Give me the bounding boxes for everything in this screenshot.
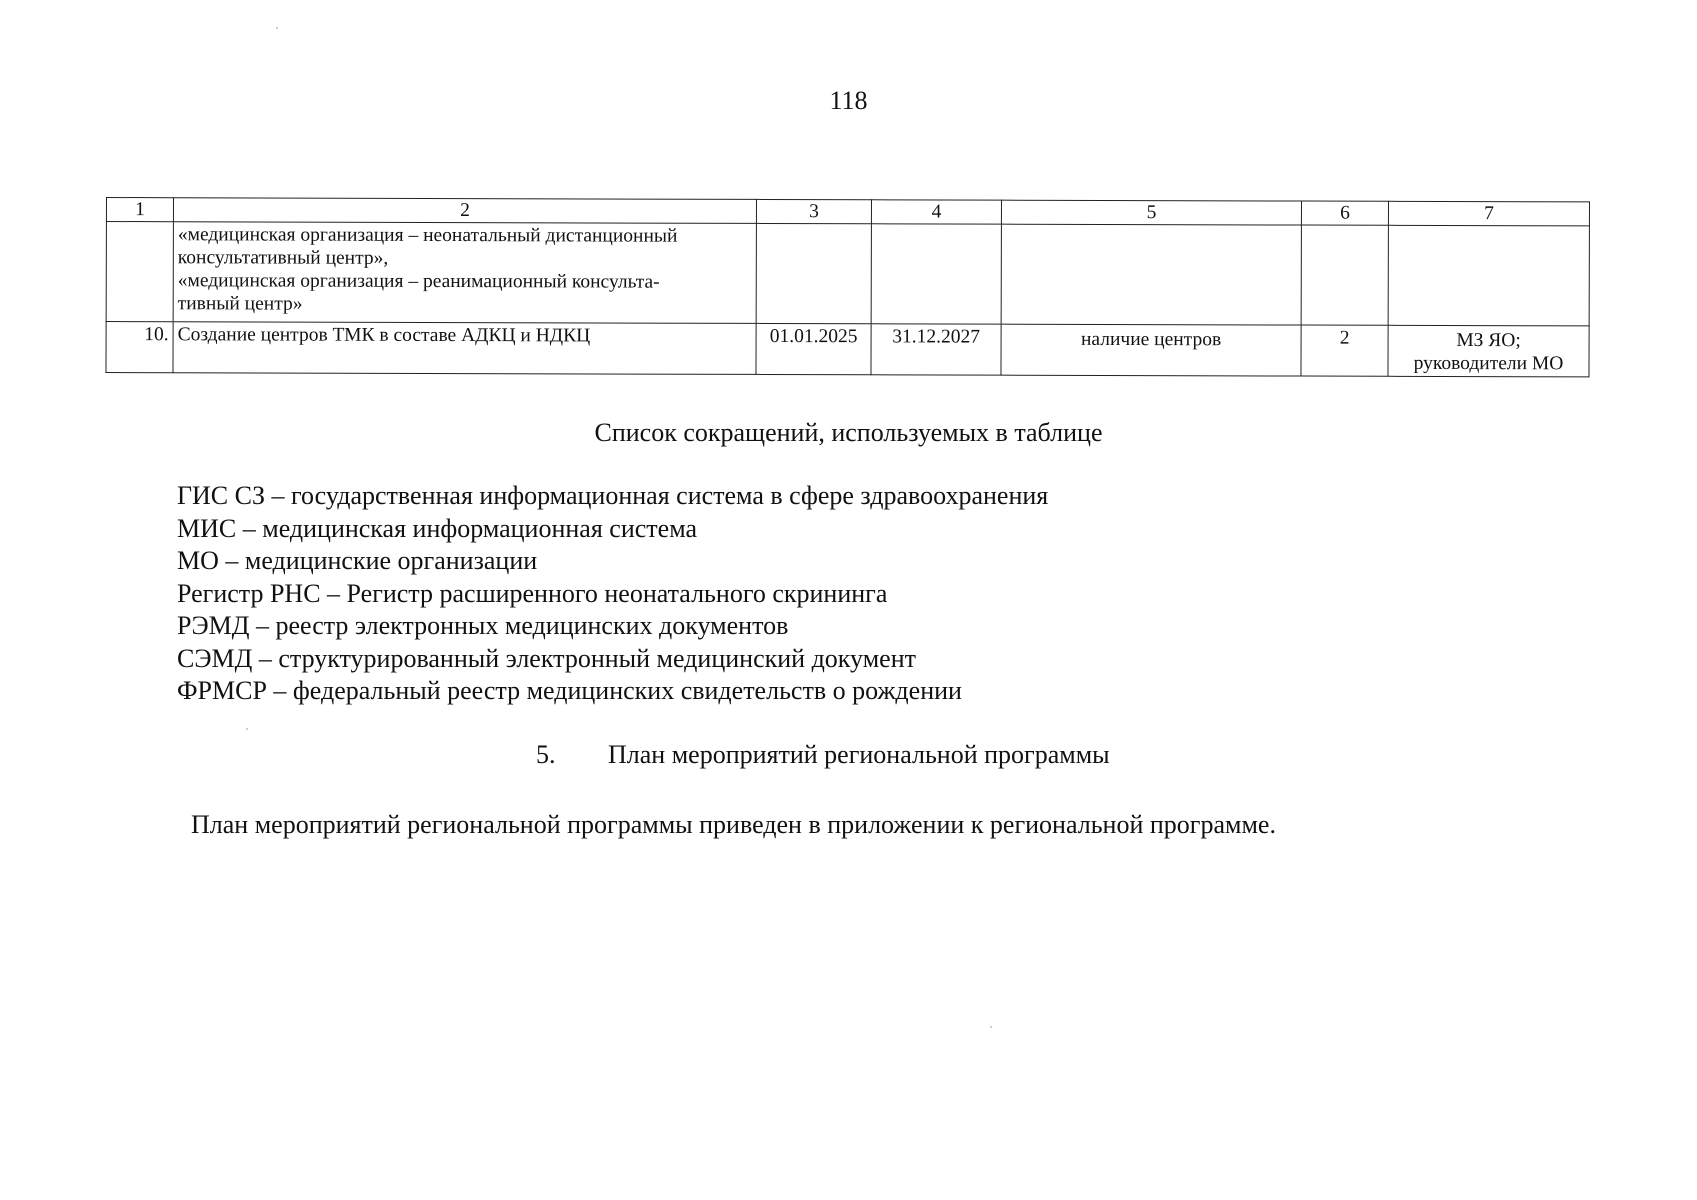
abbreviation-item: Регистр РНС – Регистр расширенного неонатального скрининга: [177, 578, 888, 608]
cell-text-line: руководители МО: [1413, 352, 1564, 375]
row-number-cell: 10.: [106, 322, 173, 373]
indicator-cell: [1001, 224, 1301, 325]
section-title: План мероприятий региональной программы: [608, 740, 1110, 769]
scan-speck: [246, 728, 248, 730]
abbreviation-item: СЭМД – структурированный электронный медицинский документ: [177, 643, 916, 673]
section-paragraph: План мероприятий региональной программы приведен в приложении к региональной программе.: [191, 810, 1276, 839]
abbreviation-item: ГИС СЗ – государственная информационная система в сфере здравоохранения: [177, 481, 1049, 510]
header-cell: 1: [106, 198, 173, 222]
header-cell: 7: [1388, 201, 1589, 226]
table-row: [106, 322, 1589, 377]
value-cell: [1301, 225, 1388, 325]
measures-table-wrapper: [105, 197, 1589, 377]
cell-text-line: МЗ ЯО;: [1456, 330, 1521, 352]
end-date-cell: [871, 224, 1001, 324]
table-row: [106, 222, 1589, 326]
header-cell: 3: [756, 199, 871, 223]
measure-name-cell: [173, 322, 756, 375]
end-date-cell: 31.12.2027: [871, 324, 1001, 375]
measure-name-cell: [173, 222, 756, 324]
section-number: 5.: [536, 740, 556, 769]
abbreviation-item: МИС – медицинская информационная система: [177, 513, 698, 543]
cell-text-line: «медицинская организация – реанимационный консульта-: [177, 270, 660, 293]
scan-speck: [990, 1026, 992, 1028]
header-cell: 5: [1001, 200, 1301, 225]
cell-text-line: Создание центров ТМК в составе АДКЦ и НДКЦ: [177, 324, 591, 347]
cell-text-line: консультативный центр»,: [177, 247, 389, 269]
abbreviation-item: РЭМД – реестр электронных медицинских документов: [177, 611, 789, 640]
responsible-cell: [1388, 325, 1589, 377]
indicator-cell: наличие центров: [1001, 324, 1301, 376]
header-cell: 6: [1301, 201, 1388, 225]
cell-text-line: «медицинская организация – неонатальный дистанционный: [177, 224, 678, 247]
header-cell: 2: [173, 198, 756, 224]
value-cell: 2: [1301, 325, 1388, 376]
abbreviations-title: Список сокращений, используемых в таблице: [594, 418, 1103, 447]
cell-text-line: тивный центр»: [177, 293, 303, 315]
page-number: 118: [829, 86, 868, 115]
start-date-cell: 01.01.2025: [756, 323, 871, 374]
section-heading: [536, 740, 1110, 770]
abbreviation-item: ФРМСР – федеральный реестр медицинских свидетельств о рождении: [177, 676, 962, 705]
abbreviation-item: МО – медицинские организации: [177, 546, 538, 575]
scan-speck: [276, 27, 278, 29]
measures-table: [105, 197, 1590, 377]
abbreviations-list: [177, 480, 1048, 708]
responsible-cell: [1388, 225, 1589, 326]
header-cell: 4: [871, 200, 1001, 224]
start-date-cell: [756, 223, 871, 323]
row-number-cell: [106, 222, 173, 322]
